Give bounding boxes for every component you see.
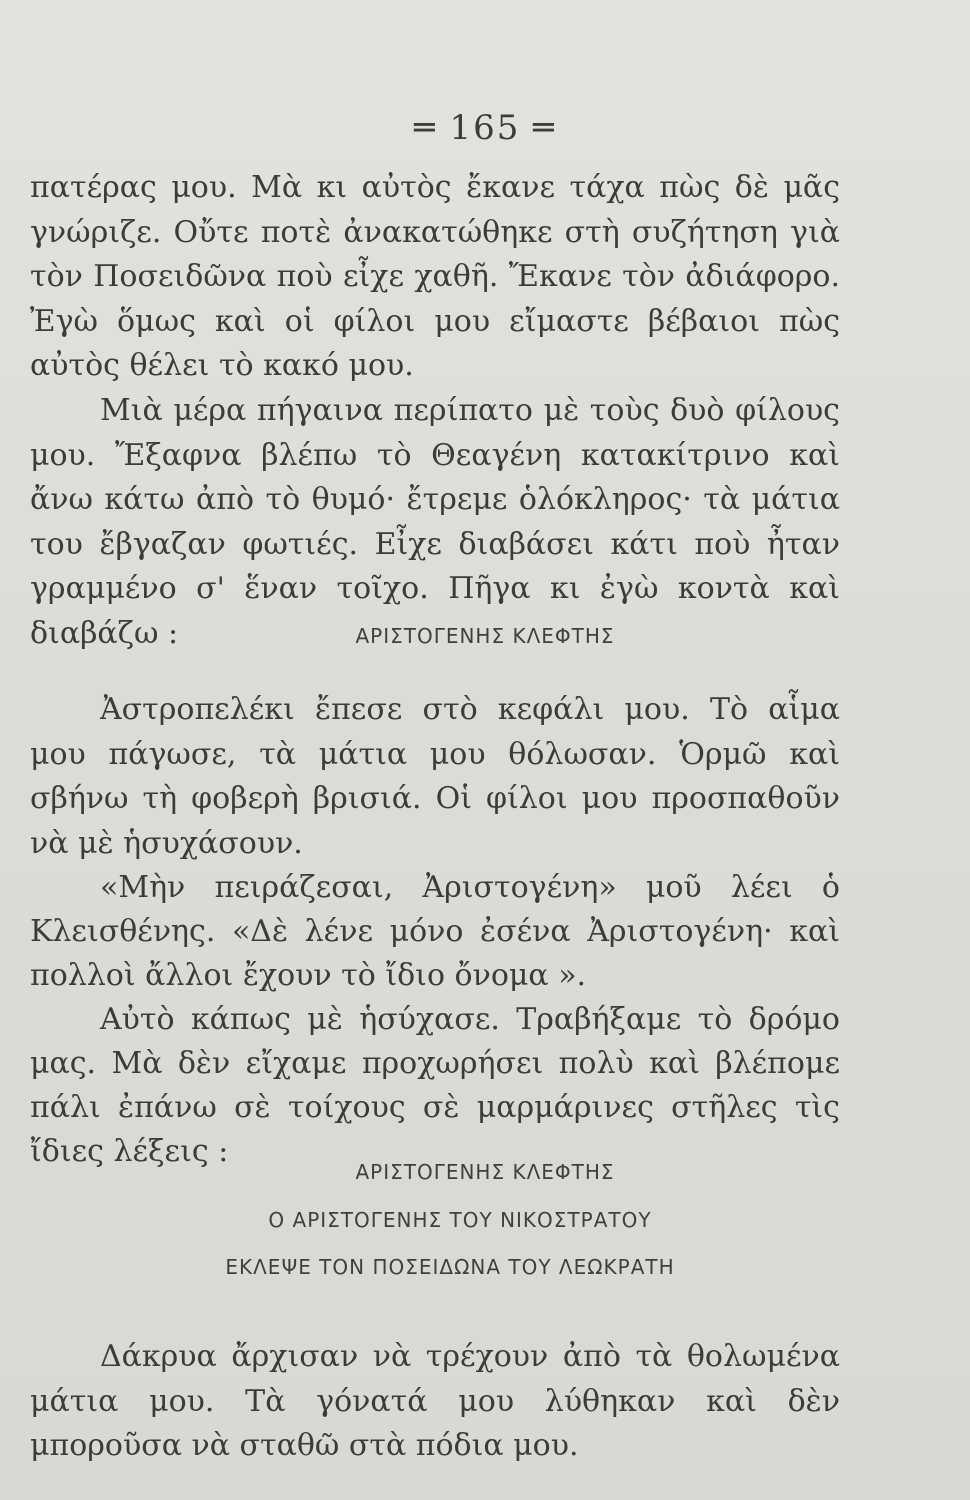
text-block-bottom	[30, 1335, 840, 1469]
text-block-middle	[30, 688, 840, 1174]
wall-inscription-line: ΑΡΙΣΤΟΓΕΝΗΣ ΚΛΕΦΤΗΣ	[355, 1160, 615, 1184]
paragraph: Μιὰ μέρα πήγαινα περίπατο μὲ τοὺς δυὸ φίλους μου. Ἔξαφνα βλέπω τὸ Θεαγένη κατακίτρινο καὶ ἄνω κάτω ἀπὸ τὸ θυμό· ἔτρεμε ὁλόκληρος· τὰ μάτια του ἔβγαζαν φωτιές. Εἶχε διαβάσει κάτι ποὺ ἦταν γραμμένο σ' ἕναν τοῖχο. Πῆγα κι ἐγὼ κοντὰ καὶ διαβάζω :	[30, 392, 840, 651]
wall-inscription-line: Ο ΑΡΙΣΤΟΓΕΝΗΣ ΤΟΥ ΝΙΚΟΣΤΡΑΤΟΥ	[268, 1208, 652, 1232]
paragraph: Αὐτὸ κάπως μὲ ἡσύχασε. Τραβήξαμε τὸ δρόμο μας. Μὰ δὲν εἴχαμε προχωρήσει πολὺ καὶ βλέπομε πάλι ἐπάνω σὲ τοίχους σὲ μαρμάρινες στῆλες τὶς ἴδιες λέξεις :	[30, 1002, 840, 1170]
text-block-top	[30, 166, 840, 657]
paragraph: «Μὴν πειράζεσαι, Ἀριστογένη» μοῦ λέει ὁ Κλεισθένης. «Δὲ λένε μόνο ἐσένα Ἀριστογένη· καὶ πολλοὶ ἄλλοι ἔχουν τὸ ἴδιο ὄνομα ».	[30, 870, 840, 994]
wall-inscription-line: ΕΚΛΕΨΕ ΤΟΝ ΠΟΣΕΙΔΩΝΑ ΤΟΥ ΛΕΩΚΡΑΤΗ	[225, 1255, 675, 1279]
paragraph: Ἀστροπελέκι ἔπεσε στὸ κεφάλι μου. Τὸ αἷμα μου πάγωσε, τὰ μάτια μου θόλωσαν. Ὁρμῶ καὶ σβήνω τὴ φοβερὴ βρισιά. Οἱ φίλοι μου προσπαθοῦν νὰ μὲ ἡσυχάσουν.	[30, 692, 840, 861]
paragraph: πατέρας μου. Μὰ κι αὐτὸς ἔκανε τάχα πὼς δὲ μᾶς γνώριζε. Οὔτε ποτὲ ἀνακατώθηκε στὴ συζήτηση γιὰ τὸν Ποσειδῶνα ποὺ εἶχε χαθῆ. Ἔκανε τὸν ἀδιάφορο. Ἐγὼ ὅμως καὶ οἱ φίλοι μου εἴμαστε βέβαιοι πὼς αὐτὸς θέλει τὸ κακό μου.	[30, 170, 840, 384]
paragraph: Δάκρυα ἄρχισαν νὰ τρέχουν ἀπὸ τὰ θολωμένα μάτια μου. Τὰ γόνατά μου λύθηκαν καὶ δὲν μποροῦσα νὰ σταθῶ στὰ πόδια μου.	[30, 1339, 840, 1464]
wall-inscription: ΑΡΙΣΤΟΓΕΝΗΣ ΚΛΕΦΤΗΣ	[355, 624, 615, 648]
page-number: ═ 165 ═	[414, 108, 556, 148]
